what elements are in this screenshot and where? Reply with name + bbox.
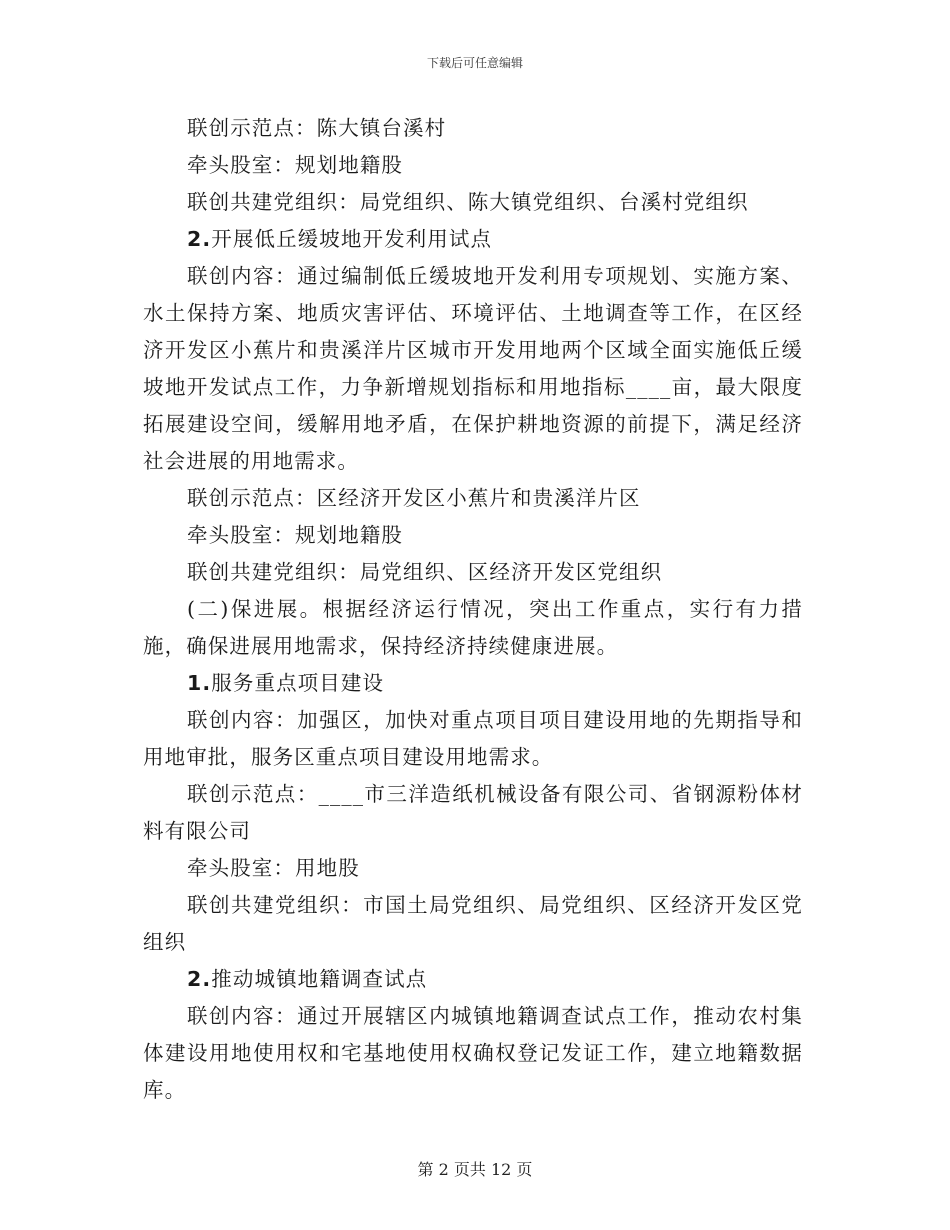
paragraph: 联创示范点：区经济开发区小蕉片和贵溪洋片区 [187,486,641,510]
paragraph: 联创内容：通过编制低丘缓坡地开发利用专项规划、实施方案、水土保持方案、地质灾害评估、环境评估、土地调查等工作，在区经济开发区小蕉片和贵溪洋片区城市开发用地两个区域全面实施低丘缓坡地开发试点工作，力争新增规划指标和用地指标____亩，最大限度拓展建设空间，缓解用地矛盾，在保护耕地资源的前提下，满足经济社会进展的用地需求。 [143,264,803,473]
paragraph: 联创共建党组织：局党组织、陈大镇党组织、台溪村党组织 [187,190,749,214]
paragraph: 牵头股室：规划地籍股 [187,153,403,177]
section-heading [143,221,803,258]
paragraph: 联创内容：通过开展辖区内城镇地籍调查试点工作，推动农村集体建设用地使用权和宅基地使用权确权登记发证工作，建立地籍数据库。 [143,1004,803,1102]
heading-text: 开展低丘缓坡地开发利用试点 [211,227,493,251]
paragraph: 牵头股室：用地股 [187,856,360,880]
paragraph: 联创内容：加强区，加快对重点项目项目建设用地的先期指导和用地审批，服务区重点项目建设用地需求。 [143,708,803,769]
heading-number: 2. [187,227,212,251]
document-body [143,110,803,1109]
heading-number: 1. [187,671,212,695]
page-header: 下载后可任意编辑 [426,56,523,70]
page-footer: 第 2 页共 12 页 [417,1160,533,1179]
paragraph: (二)保进展。根据经济运行情况，突出工作重点，实行有力措施，确保进展用地需求，保持经济持续健康进展。 [143,597,803,658]
section-heading [143,665,803,702]
paragraph: 联创示范点：____市三洋造纸机械设备有限公司、省钢源粉体材料有限公司 [143,782,803,843]
heading-text: 推动城镇地籍调查试点 [211,967,428,991]
heading-text: 服务重点项目建设 [211,671,385,695]
paragraph: 牵头股室：规划地籍股 [187,523,403,547]
heading-number: 2. [187,967,212,991]
paragraph: 联创示范点：陈大镇台溪村 [187,116,447,140]
section-heading [143,961,803,998]
paragraph: 联创共建党组织：局党组织、区经济开发区党组织 [187,560,663,584]
paragraph: 联创共建党组织：市国土局党组织、局党组织、区经济开发区党组织 [143,893,803,954]
